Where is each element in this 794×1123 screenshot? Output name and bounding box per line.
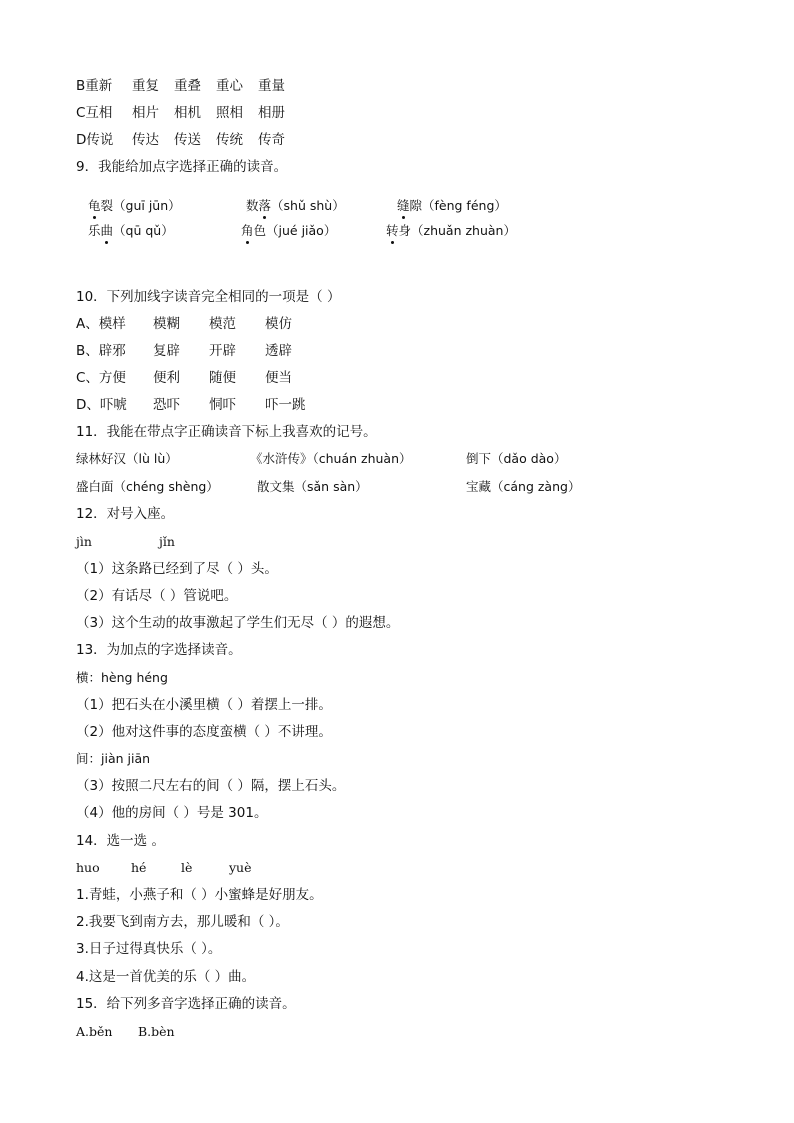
q12-item-2: （2）有话尽（ ）管说吧。 — [76, 588, 238, 604]
q10-option-c — [76, 369, 292, 387]
q10-word: 模范 — [209, 316, 236, 332]
q8-b-word: B重新 — [76, 78, 113, 94]
q15-option-b: B.bèn — [138, 1024, 175, 1039]
q13-heng-label: 横：hèng héng — [76, 670, 168, 685]
q8-c-word: 相机 — [174, 105, 201, 121]
q8-d-word: 传统 — [216, 132, 243, 148]
q14-title: 14．选一选 。 — [76, 833, 165, 849]
q9-title: 9．我能给加点字选择正确的读音。 — [76, 159, 288, 175]
q10-word: 吓一跳 — [265, 397, 306, 413]
q10-word: D、吓唬 — [76, 397, 127, 413]
q11-item-1: 绿林好汉（lù lù） — [76, 451, 178, 466]
q10-word: 模糊 — [153, 316, 180, 332]
q11-title: 11．我能在带点字正确读音下标上我喜欢的记号。 — [76, 424, 377, 440]
dotted-char: 龟 — [88, 198, 101, 213]
q13-item-4: （4）他的房间（ ）号是 301。 — [76, 805, 268, 821]
q14-pinyin-4: yuè — [229, 860, 252, 875]
q13-item-2: （2）他对这件事的态度蛮横（ ）不讲理。 — [76, 724, 332, 740]
q8-b-word: 重叠 — [174, 78, 201, 94]
q11-item-5: 散文集（sǎn sàn） — [257, 479, 368, 494]
q14-item-2: 2.我要飞到南方去，那儿暖和（ ）。 — [76, 914, 289, 930]
q8-d-word: D传说 — [76, 132, 114, 148]
q14-pinyin-3: lè — [181, 860, 193, 875]
q14-item-4: 4.这是一首优美的乐（ ）曲。 — [76, 969, 256, 985]
q10-option-b — [76, 342, 292, 360]
q14-pinyin-2: hé — [131, 860, 147, 875]
q10-word: 开辟 — [209, 343, 236, 359]
q8-b-word: 重复 — [132, 78, 159, 94]
q8-option-c — [76, 104, 285, 122]
q8-option-d — [76, 131, 285, 149]
q8-d-word: 传送 — [174, 132, 201, 148]
q15-option-a: A.běn — [76, 1024, 113, 1039]
q8-c-word: C互相 — [76, 105, 113, 121]
q11-item-6: 宝藏（cáng zàng） — [466, 479, 581, 494]
q10-option-d — [76, 396, 306, 414]
q14-pinyin-1: huo — [76, 860, 100, 875]
q8-option-b — [76, 77, 285, 95]
q15-title: 15．给下列多音字选择正确的读音。 — [76, 996, 296, 1012]
q8-d-word: 传奇 — [258, 132, 285, 148]
q10-word: 随便 — [209, 370, 236, 386]
q10-word: 便利 — [153, 370, 180, 386]
q8-c-word: 相片 — [132, 105, 159, 121]
q10-word: B、辟邪 — [76, 343, 126, 359]
q12-pinyin-1: jìn — [76, 534, 92, 549]
q11-item-3: 倒下（dǎo dào） — [466, 451, 567, 466]
q10-word: 便当 — [265, 370, 292, 386]
q14-item-1: 1.青蛙，小燕子和（ ）小蜜蜂是好朋友。 — [76, 887, 323, 903]
q10-word: 恐吓 — [153, 397, 180, 413]
q13-item-1: （1）把石头在小溪里横（ ）着摆上一排。 — [76, 697, 332, 713]
q8-c-word: 相册 — [258, 105, 285, 121]
dotted-char: 落 — [258, 198, 272, 213]
q11-item-4: 盛白面（chéng shèng） — [76, 479, 219, 494]
q10-word: C、方便 — [76, 370, 126, 386]
q12-pinyin-2: jǐn — [159, 534, 175, 549]
q9-item-6: 转身（zhuǎn zhuàn） — [386, 223, 516, 238]
q10-word: 模仿 — [265, 316, 292, 332]
dotted-char: 转 — [386, 223, 399, 238]
q9-item-3: 缝隙（fèng féng） — [397, 198, 507, 213]
q10-word: 透辟 — [265, 343, 292, 359]
q12-item-3: （3）这个生动的故事激起了学生们无尽（ ）的遐想。 — [76, 615, 400, 631]
q13-title: 13．为加点的字选择读音。 — [76, 642, 242, 658]
q9-item-4: 乐曲（qū qǔ） — [88, 223, 174, 238]
q14-item-3: 3.日子过得真快乐（ ）。 — [76, 941, 222, 957]
dotted-char: 曲 — [100, 223, 114, 238]
q10-word: 恫吓 — [209, 397, 236, 413]
q9-item-2: 数落（shǔ shù） — [246, 198, 345, 213]
q10-title: 10．下列加线字读音完全相同的一项是（ ） — [76, 289, 341, 305]
q9-item-1: 龟裂（guī jūn） — [88, 198, 181, 213]
q9-item-5: 角色（jué jiǎo） — [241, 223, 337, 238]
q10-option-a — [76, 315, 292, 333]
q13-item-3: （3）按照二尺左右的间（ ）隔，摆上石头。 — [76, 778, 346, 794]
q8-b-word: 重心 — [216, 78, 243, 94]
q8-b-word: 重量 — [258, 78, 285, 94]
q10-word: A、模样 — [76, 316, 126, 332]
q8-c-word: 照相 — [216, 105, 243, 121]
q8-d-word: 传达 — [132, 132, 159, 148]
q13-jian-label: 间：jiàn jiān — [76, 751, 151, 766]
q10-word: 复辟 — [153, 343, 180, 359]
dotted-char: 缝 — [397, 198, 410, 213]
q12-item-1: （1）这条路已经到了尽（ ）头。 — [76, 561, 278, 577]
q11-item-2: 《水浒传》（chuán zhuàn） — [250, 451, 412, 466]
q12-title: 12．对号入座。 — [76, 506, 175, 522]
dotted-char: 角 — [241, 223, 254, 238]
